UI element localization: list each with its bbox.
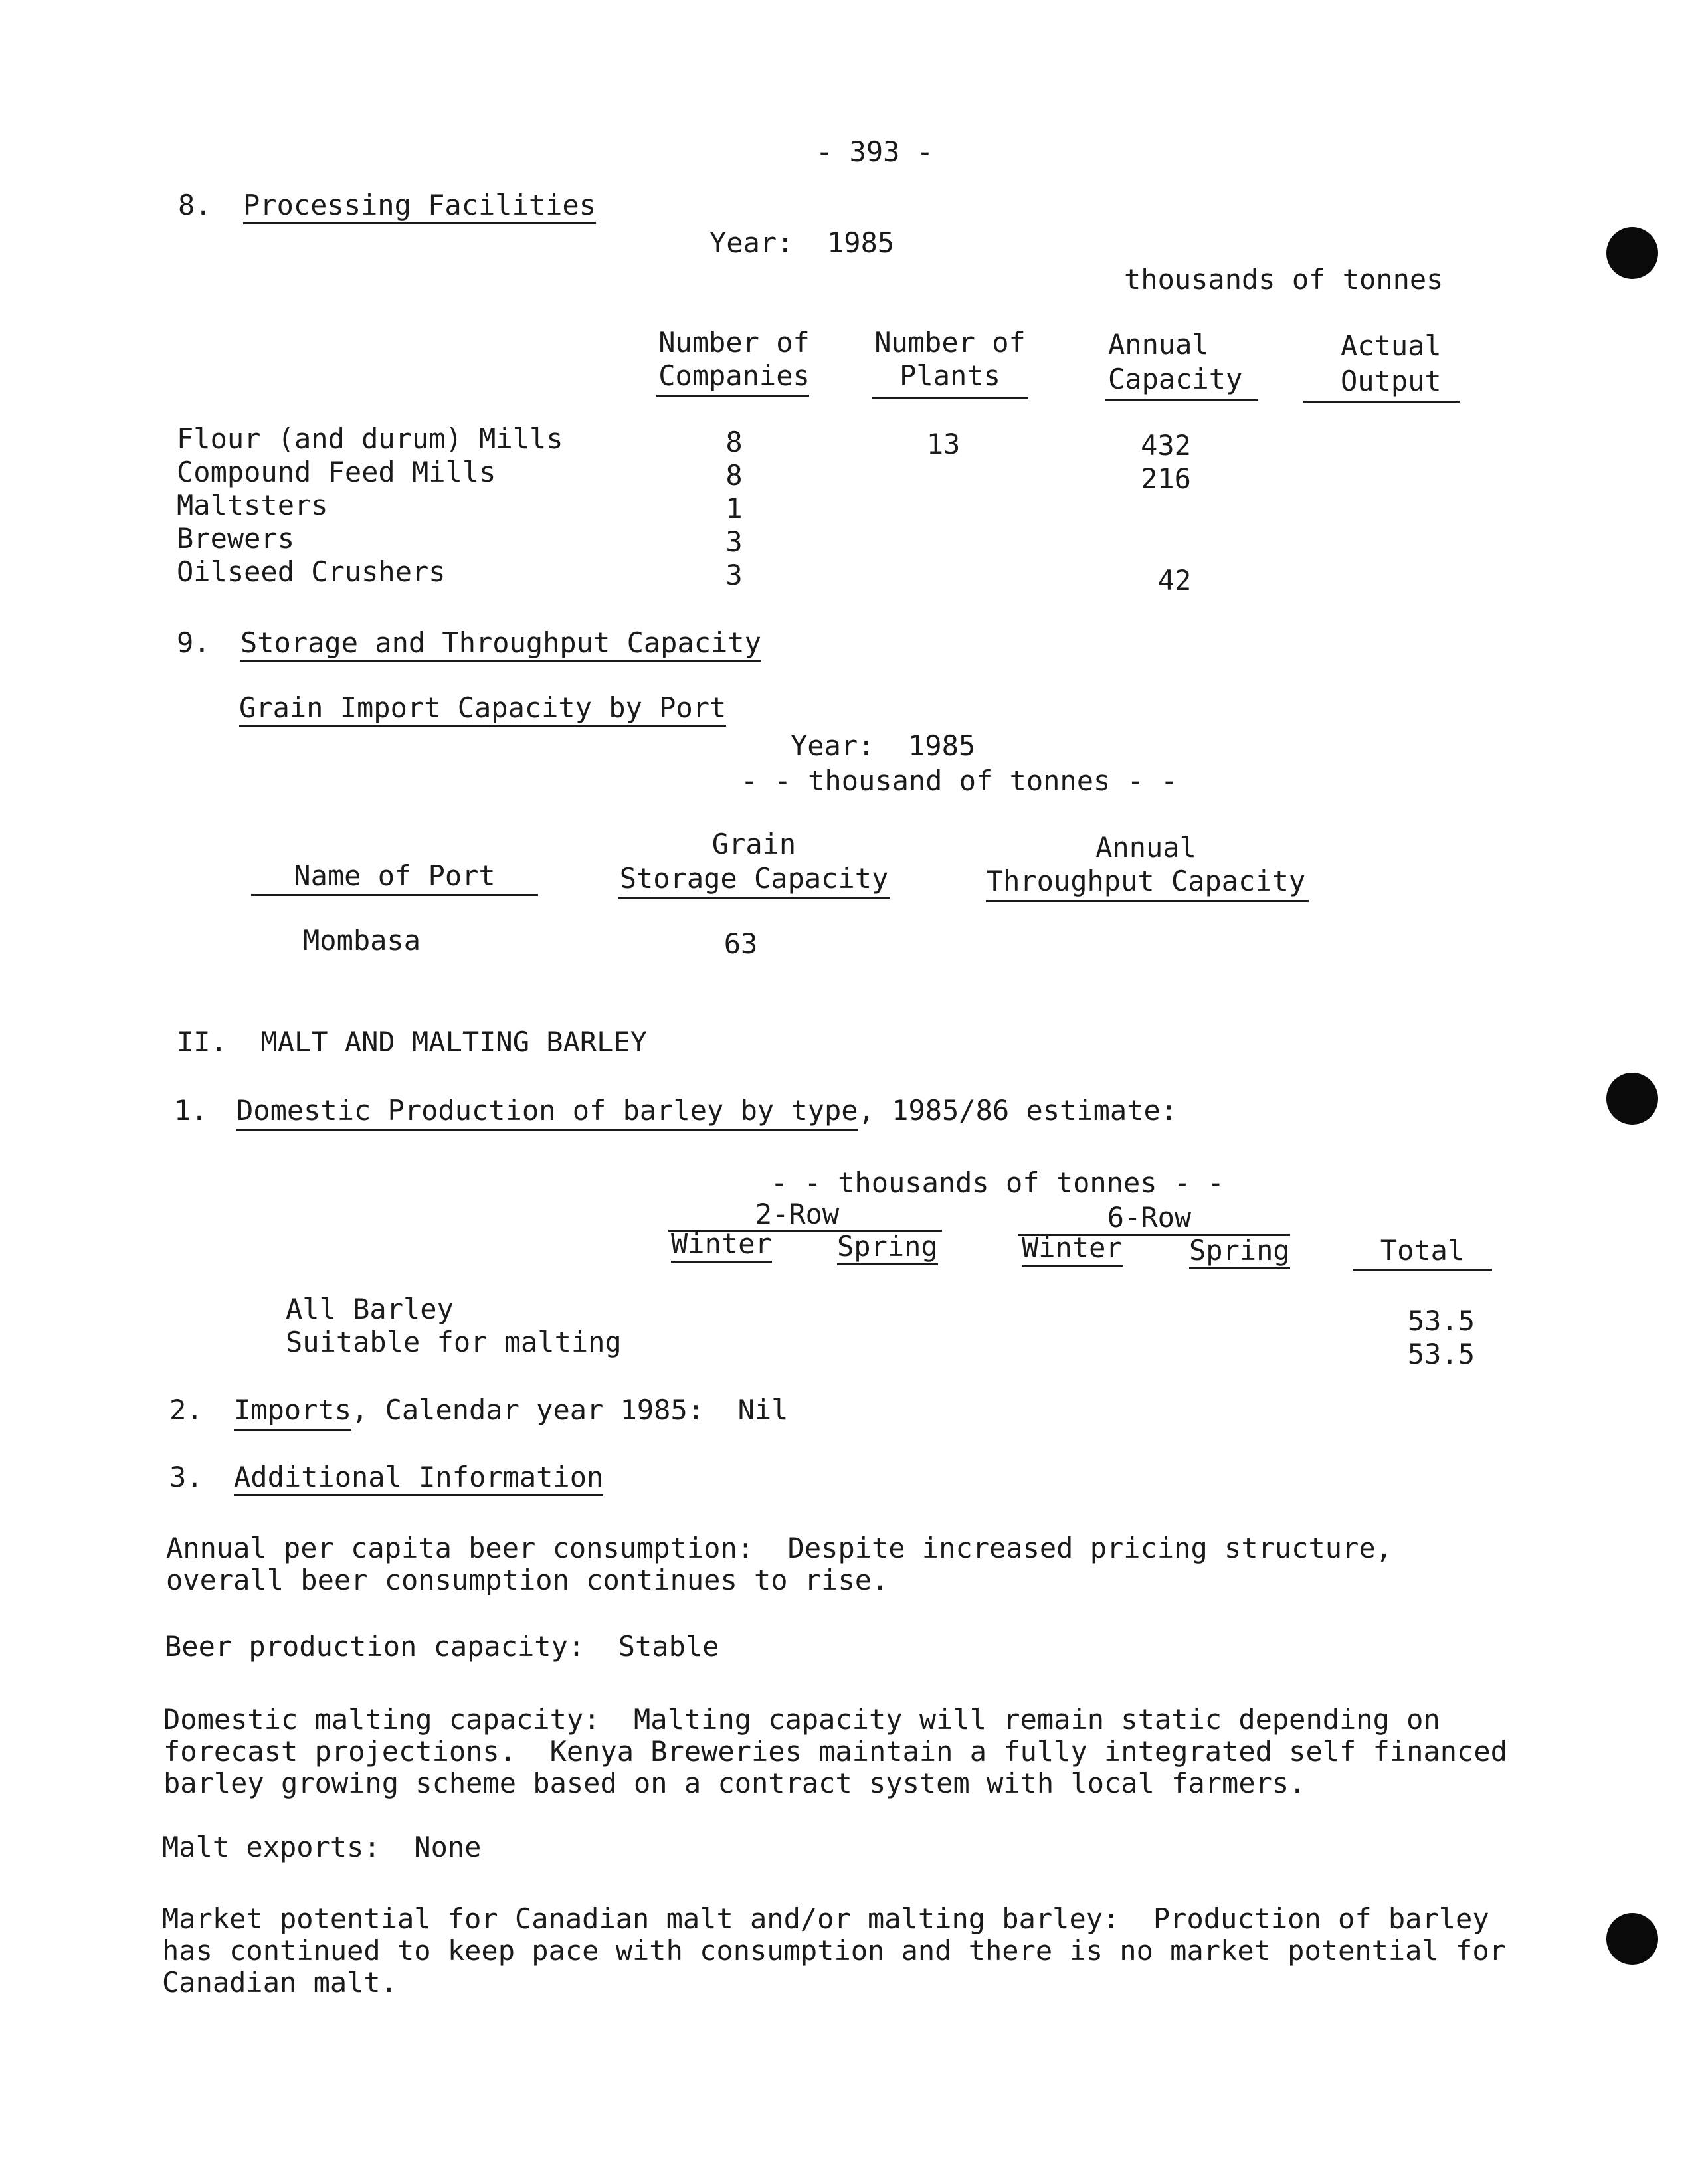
table-cell-capacity: 42 <box>1157 564 1192 596</box>
paragraph-beer-consumption-line2: overall beer consumption continues to rise. <box>166 1564 889 1596</box>
table-row-label: Flour (and durum) Mills <box>177 422 563 455</box>
barley-row-label: Suitable for malting <box>286 1326 622 1358</box>
table-row-label: Oilseed Crushers <box>177 555 446 588</box>
header-companies-line1: Number of <box>658 326 810 359</box>
item-2-title: Imports <box>234 1394 351 1431</box>
section-9-number: 9. <box>177 626 211 659</box>
table-cell-companies: 8 <box>725 459 743 492</box>
header-plants-line1: Number of <box>874 326 1026 359</box>
paragraph-market-potential-line2: has continued to keep pace with consumption and there is no market potential for <box>162 1934 1506 1967</box>
item-2-text: , Calendar year 1985: Nil <box>351 1394 789 1426</box>
table-cell-storage: 63 <box>723 927 758 960</box>
binder-hole-middle <box>1606 1073 1658 1125</box>
subheader-total-rule <box>1353 1269 1492 1271</box>
header-port: Name of Port <box>294 860 496 892</box>
section-9-year: Year: 1985 <box>791 729 976 762</box>
subheader-total: Total <box>1380 1234 1465 1267</box>
paragraph-market-potential-line1: Market potential for Canadian malt and/or malting barley: Production of barley <box>162 1902 1489 1935</box>
section-9-units: - - thousand of tonnes - - <box>741 765 1178 797</box>
header-capacity-line2: Capacity <box>1108 363 1243 395</box>
section-9-title: Storage and Throughput Capacity <box>240 629 761 662</box>
table-cell-companies: 1 <box>725 492 743 525</box>
table-cell-port: Mombasa <box>303 924 421 956</box>
item-2-line <box>234 1396 788 1424</box>
table-cell-capacity: 216 <box>1141 462 1191 495</box>
paragraph-malting-capacity-line2: forecast projections. Kenya Breweries maintain a fully integrated self financed <box>163 1735 1507 1768</box>
binder-hole-bottom <box>1606 1913 1658 1965</box>
binder-hole-top <box>1606 227 1658 279</box>
header-throughput-line2: Throughput Capacity <box>986 865 1306 897</box>
subheader-2row-spring: Spring <box>837 1233 938 1265</box>
header-output-rule <box>1303 401 1460 403</box>
barley-row-total: 53.5 <box>1407 1338 1475 1370</box>
table-row-label: Brewers <box>177 522 295 555</box>
item-1-title: Domestic Production of barley by type <box>236 1094 858 1131</box>
paragraph-malting-capacity-line3: barley growing scheme based on a contract system with local farmers. <box>163 1767 1306 1799</box>
subheader-6row-spring: Spring <box>1189 1237 1290 1269</box>
part-2-heading: II. MALT AND MALTING BARLEY <box>177 1026 648 1058</box>
paragraph-beer-capacity: Beer production capacity: Stable <box>165 1630 719 1663</box>
paragraph-market-potential-line3: Canadian malt. <box>162 1966 398 1999</box>
header-companies-line2: Companies <box>658 359 810 392</box>
header-capacity-line1: Annual <box>1108 328 1209 361</box>
item-1-line <box>236 1094 1178 1127</box>
item-1-suffix: , 1985/86 estimate: <box>858 1094 1178 1127</box>
subheader-6row-winter: Winter <box>1022 1234 1123 1267</box>
table-row-label: Maltsters <box>177 489 328 521</box>
table-cell-capacity: 432 <box>1141 429 1191 462</box>
header-plants-rule <box>872 397 1028 399</box>
header-throughput-rule <box>986 900 1309 902</box>
section-8-units: thousands of tonnes <box>1124 263 1444 296</box>
table-cell-plants: 13 <box>926 428 961 460</box>
header-port-rule <box>251 894 538 896</box>
item-3-title: Additional Information <box>234 1463 603 1496</box>
header-storage-line2: Storage Capacity <box>619 862 889 895</box>
page-number: - 393 - <box>816 136 934 168</box>
table-cell-companies: 3 <box>725 525 743 558</box>
paragraph-malt-exports: Malt exports: None <box>162 1831 482 1863</box>
barley-row-label: All Barley <box>286 1293 454 1325</box>
group-2-row: 2-Row <box>755 1198 840 1230</box>
header-storage-line1: Grain <box>711 828 797 860</box>
barley-row-total: 53.5 <box>1407 1305 1475 1337</box>
table-cell-companies: 3 <box>725 559 743 591</box>
subheader-2row-winter: Winter <box>671 1230 772 1263</box>
table-cell-companies: 8 <box>725 426 743 458</box>
group-6-row: 6-Row <box>1107 1201 1192 1233</box>
section-8-year: Year: 1985 <box>709 227 895 259</box>
paragraph-beer-consumption-line1: Annual per capita beer consumption: Despite increased pricing structure, <box>166 1532 1392 1564</box>
paragraph-malting-capacity-line1: Domestic malting capacity: Malting capacity will remain static depending on <box>163 1703 1440 1736</box>
item-2-number: 2. <box>169 1394 203 1426</box>
section-9-subtitle: Grain Import Capacity by Port <box>239 694 726 727</box>
header-output-line1: Actual <box>1341 329 1442 362</box>
table-row-label: Compound Feed Mills <box>177 456 496 488</box>
section-8-title: Processing Facilities <box>243 191 596 224</box>
header-storage-rule <box>618 897 890 899</box>
item-1-number: 1. <box>174 1094 208 1127</box>
section-8-number: 8. <box>178 189 212 221</box>
header-plants-line2: Plants <box>899 359 1000 392</box>
header-companies-rule <box>656 395 809 397</box>
header-output-line2: Output <box>1341 365 1442 397</box>
item-3-number: 3. <box>169 1461 203 1493</box>
header-capacity-rule <box>1105 399 1258 401</box>
header-throughput-line1: Annual <box>1095 831 1196 864</box>
barley-units: - - thousands of tonnes - - <box>771 1166 1224 1199</box>
